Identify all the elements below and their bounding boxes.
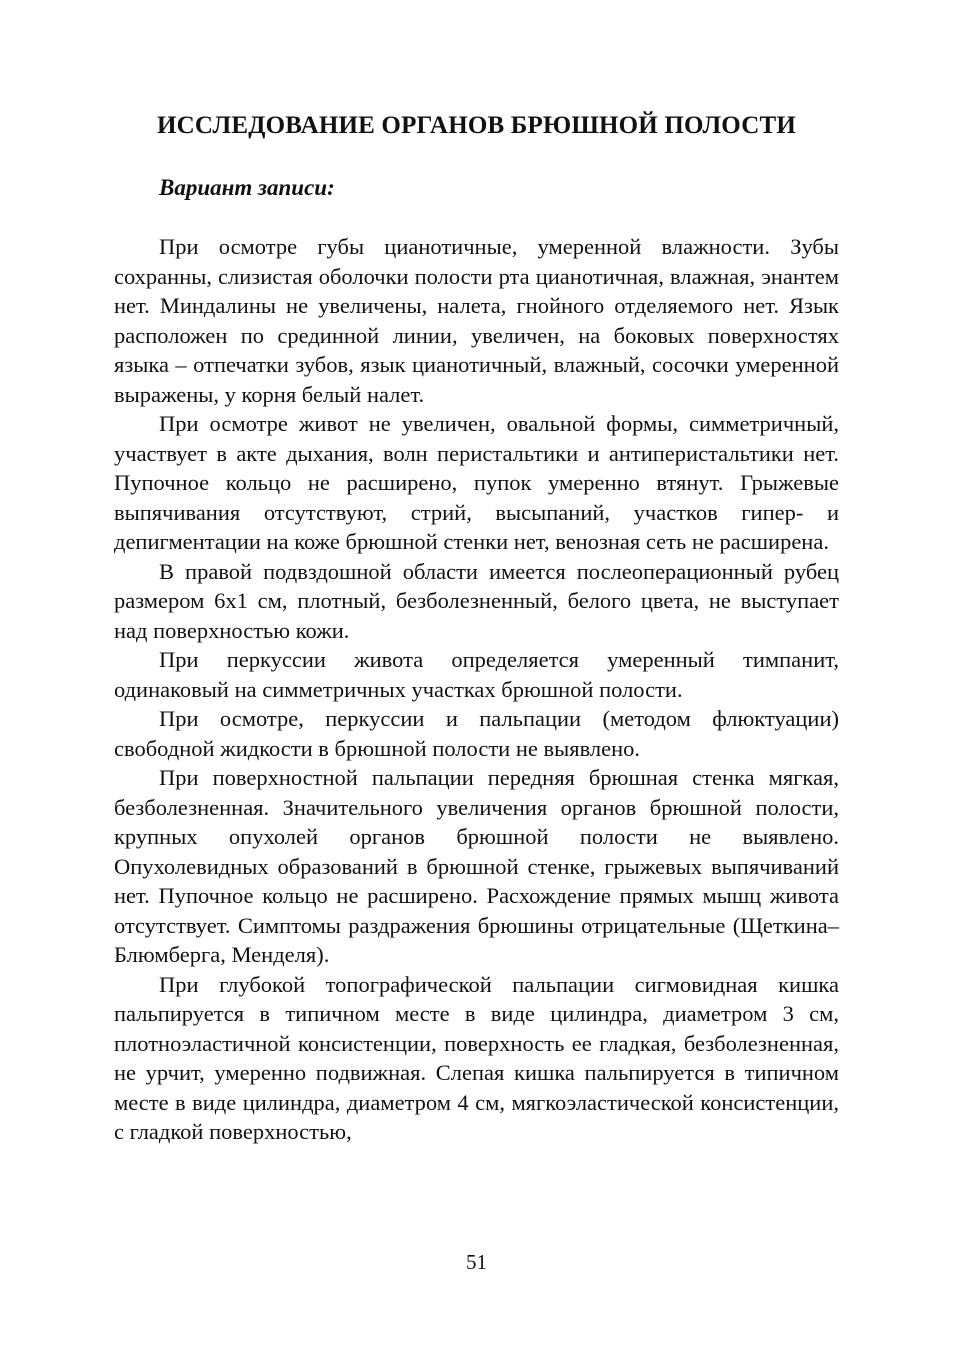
paragraph-scar: В правой подвздошной области имеется послеоперационный рубец размером 6х1 см, плотный, безболезненный, белого цвета, не выступает над поверхностью кожи. [114, 558, 839, 643]
paragraph-oral-cavity: При осмотре губы цианотичные, умеренной влажности. Зубы сохранны, слизистая оболочки полости рта цианотичная, влажная, энантем нет. Миндалины не увеличены, налета, гнойного отделяемого нет. Язык расположен по срединной линии, увеличен, на боковых поверхностях языка – отпечатки зубов, язык цианотичный, влажный, сосочки умеренной выражены, у корня белый налет. [114, 234, 839, 407]
page-title: ИССЛЕДОВАНИЕ ОРГАНОВ БРЮШНОЙ ПОЛОСТИ [156, 112, 796, 139]
body-text [114, 232, 839, 1147]
paragraph-deep-palpation: При глубокой топографической пальпации сигмовидная кишка пальпируется в типичном месте в виде цилиндра, диаметром 3 см, плотноэластичной консистенции, поверхность ее гладкая, безболезненная, не урчит, умеренно подвижная. Слепая кишка пальпируется в типичном месте в виде цилиндра, диаметром 4 см, мягкоэластической консистенции, с гладкой поверхностью, [114, 971, 839, 1144]
paragraph-free-fluid: При осмотре, перкуссии и пальпации (методом флюктуации) свободной жидкости в брюшной полости не выявлено. [114, 706, 839, 761]
page-number: 51 [466, 1250, 487, 1274]
paragraph-superficial-palpation: При поверхностной пальпации передняя брюшная стенка мягкая, безболезненная. Значительного увеличения органов брюшной полости, крупных опухолей органов брюшной полости не выявлено. Опухолевидных образований в брюшной стенке, грыжевых выпячиваний нет. Пупочное кольцо не расширено. Расхождение прямых мышц живота отсутствует. Симптомы раздражения брюшины отрицательные (Щеткина–Блюмберга, Менделя). [114, 765, 839, 967]
paragraph-abdomen-inspection: При осмотре живот не увеличен, овальной формы, симметричный, участвует в акте дыхания, волн перистальтики и антиперистальтики нет. Пупочное кольцо не расширено, пупок умеренно втянут. Грыжевые выпячивания отсутствуют, стрий, высыпаний, участков гипер- и депигментации на коже брюшной стенки нет, венозная сеть не расширена. [114, 411, 839, 554]
paragraph-percussion: При перкуссии живота определяется умеренный тимпанит, одинаковый на симметричных участках брюшной полости. [114, 647, 839, 702]
section-subtitle: Вариант записи: [159, 175, 335, 200]
